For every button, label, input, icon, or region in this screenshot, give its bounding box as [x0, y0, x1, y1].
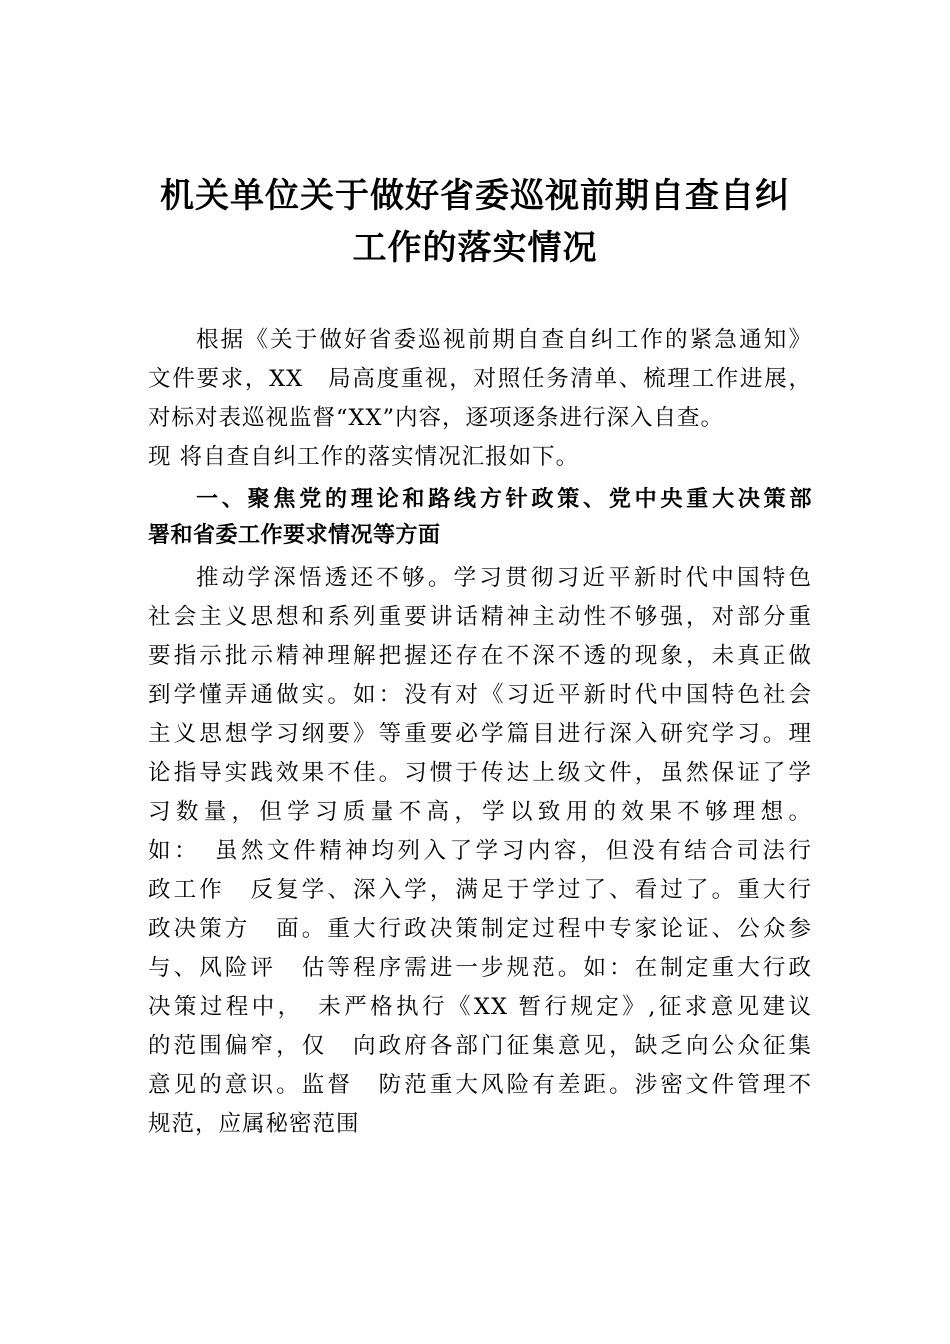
- document-title-line-1: 机关单位关于做好省委巡视前期自查自纠: [160, 176, 790, 216]
- intro-line-2: 文件要求，XX 局高度重视，对照任务清单、梳理工作进展，: [148, 366, 812, 392]
- body-line: 与、风险评 估等程序需进一步规范。如：在制定重大行政: [148, 955, 812, 981]
- body-line: 社会主义思想和系列重要讲话精神主动性不够强，对部分重: [148, 604, 812, 630]
- document-title-line-2: 工作的落实情况: [352, 228, 598, 268]
- section-heading-line-2: 署和省委工作要求情况等方面: [148, 523, 441, 548]
- intro-line-3: 对标对表巡视监督“XX”内容，逐项逐条进行深入自查。: [148, 405, 725, 431]
- body-line: 政决策方 面。重大行政决策制定过程中专家论证、公众参: [148, 916, 812, 942]
- body-line: 要指示批示精神理解把握还存在不深不透的现象，未真正做: [148, 643, 812, 669]
- body-line: 论指导实践效果不佳。习惯于传达上级文件，虽然保证了学: [148, 760, 812, 786]
- body-line: 决策过程中， 未严格执行《XX 暂行规定》,征求意见建议: [148, 994, 812, 1020]
- body-line: 政工作 反复学、深入学，满足于学过了、看过了。重大行: [148, 877, 812, 903]
- body-line: 意见的意识。监督 防范重大风险有差距。涉密文件管理不: [148, 1072, 812, 1098]
- body-line: 规范，应属秘密范围: [148, 1111, 360, 1137]
- intro-line-1: 根据《关于做好省委巡视前期自查自纠工作的紧急通知》: [196, 327, 812, 353]
- body-line: 推动学深悟透还不够。学习贯彻习近平新时代中国特色: [196, 565, 812, 591]
- body-line: 到学懂弄通做实。如：没有对《习近平新时代中国特色社会: [148, 682, 812, 708]
- body-line: 的范围偏窄，仅 向政府各部门征集意见，缺乏向公众征集: [148, 1033, 812, 1059]
- body-line: 主义思想学习纲要》等重要必学篇目进行深入研究学习。理: [148, 721, 812, 747]
- intro-line-4: 现 将自查自纠工作的落实情况汇报如下。: [148, 444, 580, 470]
- section-heading-line-1: 一、聚焦党的理论和路线方针政策、党中央重大决策部: [196, 487, 812, 512]
- body-line: 习数量，但学习质量不高，学以致用的效果不够理想。: [148, 799, 812, 825]
- body-line: 如： 虽然文件精神均列入了学习内容，但没有结合司法行: [148, 838, 812, 864]
